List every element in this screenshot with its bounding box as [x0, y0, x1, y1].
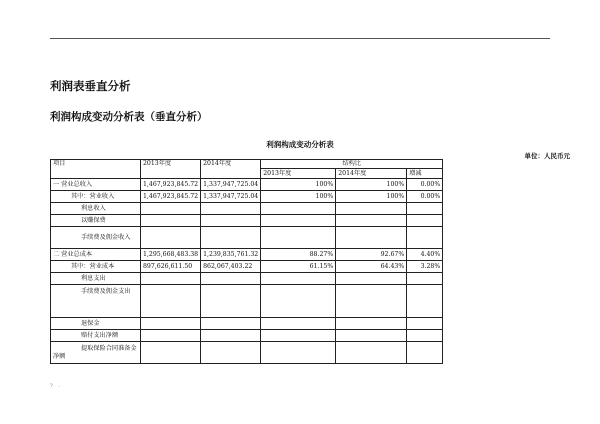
row-value-2013 — [141, 203, 201, 215]
row-change: 4.40% — [407, 249, 443, 261]
header-change: 增减 — [407, 169, 443, 179]
header-structure: 结构比 — [261, 160, 443, 169]
header-year-2013: 2013年度 — [141, 160, 201, 179]
row-label: 提取保险合同准备金净额 — [51, 342, 141, 364]
row-change: 3.28% — [407, 261, 443, 273]
row-value-2013 — [141, 285, 201, 318]
page-heading: 利润表垂直分析 — [50, 79, 131, 93]
table-row — [51, 179, 443, 191]
row-structure-2014 — [336, 330, 407, 342]
row-change — [407, 285, 443, 318]
row-value-2014: 862,067,403.22 — [201, 261, 261, 273]
row-structure-2014: 64.43% — [336, 261, 407, 273]
row-value-2014 — [201, 330, 261, 342]
table-row — [51, 249, 443, 261]
row-structure-2014 — [336, 203, 407, 215]
row-value-2014 — [201, 318, 261, 330]
row-label: 手续费及佣金收入 — [51, 227, 141, 249]
row-change — [407, 215, 443, 227]
profit-structure-table — [50, 159, 443, 364]
header-year-2014: 2014年度 — [201, 160, 261, 179]
row-structure-2013: 100% — [261, 191, 336, 203]
page-footer-mark: ? . — [50, 383, 62, 389]
row-label: 利息收入 — [51, 203, 141, 215]
table-title: 利润构成变动分析表 — [266, 140, 334, 149]
row-structure-2013 — [261, 215, 336, 227]
row-structure-2014 — [336, 215, 407, 227]
row-structure-2014 — [336, 318, 407, 330]
row-change — [407, 342, 443, 364]
table-row — [51, 191, 443, 203]
unit-label: 单位：人民币元 — [524, 152, 570, 160]
row-label: 手续费及佣金支出 — [51, 285, 141, 318]
row-value-2013 — [141, 215, 201, 227]
row-structure-2014: 100% — [336, 179, 407, 191]
row-structure-2013 — [261, 342, 336, 364]
row-value-2013 — [141, 273, 201, 285]
row-value-2013: 1,295,668,483.38 — [141, 249, 201, 261]
table-row — [51, 273, 443, 285]
row-value-2013: 897,626,611.50 — [141, 261, 201, 273]
row-change — [407, 330, 443, 342]
row-structure-2013: 88.27% — [261, 249, 336, 261]
row-change — [407, 318, 443, 330]
row-structure-2013 — [261, 227, 336, 249]
header-structure-2013: 2013年度 — [261, 169, 336, 179]
row-structure-2014 — [336, 227, 407, 249]
row-value-2014 — [201, 285, 261, 318]
row-value-2014 — [201, 215, 261, 227]
table-row — [51, 342, 443, 364]
row-value-2014 — [201, 342, 261, 364]
row-structure-2013 — [261, 318, 336, 330]
row-value-2014 — [201, 227, 261, 249]
row-change — [407, 203, 443, 215]
header-structure-2014: 2014年度 — [336, 169, 407, 179]
row-label: 其中：营业成本 — [51, 261, 141, 273]
table-header-row — [51, 160, 443, 169]
row-value-2013 — [141, 227, 201, 249]
row-structure-2014 — [336, 273, 407, 285]
row-structure-2014: 92.67% — [336, 249, 407, 261]
row-structure-2013: 61.15% — [261, 261, 336, 273]
table-row — [51, 215, 443, 227]
row-label: 利息支出 — [51, 273, 141, 285]
table-row — [51, 227, 443, 249]
row-value-2013 — [141, 342, 201, 364]
row-structure-2013 — [261, 285, 336, 318]
table-row — [51, 318, 443, 330]
row-change — [407, 273, 443, 285]
row-change: 0.00% — [407, 179, 443, 191]
row-structure-2013 — [261, 203, 336, 215]
row-value-2014: 1,337,947,725.04 — [201, 179, 261, 191]
table-row — [51, 330, 443, 342]
row-value-2014: 1,337,947,725.04 — [201, 191, 261, 203]
header-item: 项目 — [51, 160, 141, 179]
row-value-2013: 1,467,923,845.72 — [141, 179, 201, 191]
row-value-2013 — [141, 330, 201, 342]
table-row — [51, 203, 443, 215]
row-value-2014: 1,239,835,761.32 — [201, 249, 261, 261]
row-label: 赔付支出净额 — [51, 330, 141, 342]
row-label: 二 营业总成本 — [51, 249, 141, 261]
table-row — [51, 285, 443, 318]
row-value-2013: 1,467,923,845.72 — [141, 191, 201, 203]
row-label: 其中：营业收入 — [51, 191, 141, 203]
top-rule — [50, 38, 550, 39]
row-structure-2014 — [336, 285, 407, 318]
row-structure-2013 — [261, 330, 336, 342]
section-heading: 利润构成变动分析表（垂直分析） — [50, 111, 208, 123]
row-value-2014 — [201, 273, 261, 285]
row-structure-2014: 100% — [336, 191, 407, 203]
row-structure-2014 — [336, 342, 407, 364]
row-label: 以赚保费 — [51, 215, 141, 227]
row-label: 退保金 — [51, 318, 141, 330]
row-value-2013 — [141, 318, 201, 330]
row-change: 0.00% — [407, 191, 443, 203]
row-structure-2013 — [261, 273, 336, 285]
table-row — [51, 261, 443, 273]
row-label: 一 营业总收入 — [51, 179, 141, 191]
row-structure-2013: 100% — [261, 179, 336, 191]
row-change — [407, 227, 443, 249]
row-value-2014 — [201, 203, 261, 215]
